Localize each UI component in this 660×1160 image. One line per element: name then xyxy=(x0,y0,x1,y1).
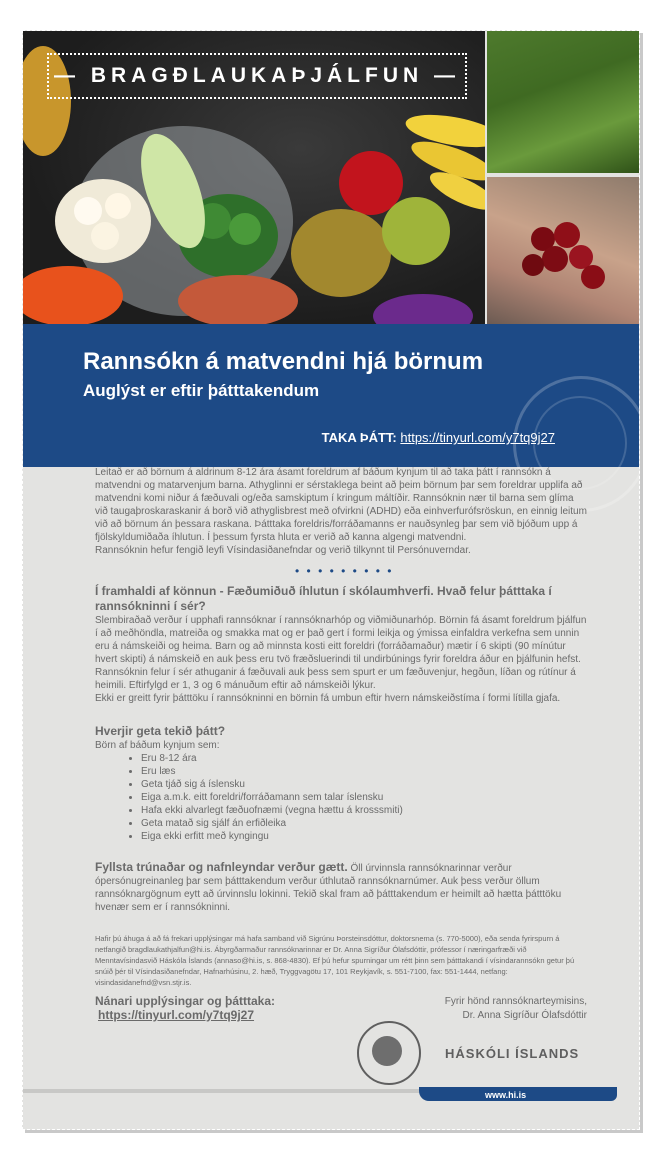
separator-dots: • • • • • • • • • xyxy=(295,564,394,578)
signature-block xyxy=(445,995,587,1023)
headline: Rannsókn á matvendni hjá börnum xyxy=(83,348,484,375)
website-link[interactable]: www.hi.is xyxy=(485,1090,527,1100)
section-eligibility xyxy=(95,724,587,843)
signature-line: Fyrir hönd rannsóknarteymisins, xyxy=(444,996,587,1007)
title-dash: — xyxy=(434,64,460,87)
list-item: • Geta tjáð sig á íslensku xyxy=(141,778,587,791)
section-eligibility-lead: Börn af báðum kynjum sem: xyxy=(95,740,220,751)
photo-divider xyxy=(485,173,639,177)
more-info-link[interactable]: https://tinyurl.com/y7tq9j27 xyxy=(98,1008,255,1022)
program-title xyxy=(54,64,460,88)
cherries-photo xyxy=(485,177,639,324)
signature-name: Dr. Anna Sigríður Ólafsdóttir xyxy=(462,1010,587,1021)
intro-paragraph: Leitað er að börnum á aldrinum 8-12 ára ásamt foreldrum af báðum kynjum til að taka þátt í rannsókn á matvendni og matarvenjum barna. Athyglinni er sérstaklega beint að þeim börnum þar sem foreldrar upplifa að matvendni komi niður á fæðuvali og/eða samskiptum í kringum máltíðir. Rannsóknin nær til barna sem glíma við taugaþroskaraskanir á borð við athyglisbrest með ofvirkni (ADHD) eða einhverfurófsröskun, en einnig leitum við að börnum án þessara raskana. Þátttaka foreldris/forráðamanns er nauðsynleg þar sem við bjóðum upp á fjölskyldumiðaða íhlutun. Í þessum fyrsta hluta er verið að kanna algengi matvendni. xyxy=(95,467,587,543)
eligibility-list xyxy=(95,752,587,843)
program-title-text: BRAGÐLAUKAÞJÁLFUN xyxy=(90,64,424,87)
title-dash: — xyxy=(53,64,80,87)
section-eligibility-title: Hverjir geta tekið þátt? xyxy=(95,724,226,738)
take-part-label: TAKA ÞÁTT: xyxy=(321,430,397,445)
take-part-link[interactable]: https://tinyurl.com/y7tq9j27 xyxy=(400,430,555,445)
list-item: • Geta matað sig sjálf án erfiðleika xyxy=(141,817,587,830)
flyer-card xyxy=(22,30,640,1130)
confidentiality-lead: Fyllsta trúnaðar og nafnleyndar verður gætt. xyxy=(95,860,348,874)
section-participation xyxy=(95,584,587,705)
subheadline: Auglýst er eftir þátttakendum xyxy=(83,381,320,400)
cherries-illustration xyxy=(485,177,639,324)
university-name: HÁSKÓLI ÍSLANDS xyxy=(445,1046,580,1061)
confidentiality-body: Öll úrvinnsla rannsóknarinnar verður ópersónugreinanleg þar sem þátttakendum verður úthlutað rannsóknarnúmer. Auk þess verður öllum rannsóknargögnum eytt að úrvinnslu lokinni. Tekið skal fram að þátttakendum er heimilt að hætta þátttöku hvenær sem er í rannsókninni. xyxy=(95,863,562,913)
list-item: • Eru 8-12 ára xyxy=(141,752,587,765)
section-participation-title: Í framhaldi af könnun - Fæðumiðuð íhlutun í skólaumhverfi. Hvað felur þátttaka í rannsókninni í sér? xyxy=(95,584,552,613)
take-part-cta xyxy=(322,430,555,445)
section-confidentiality xyxy=(95,861,587,914)
contact-fine-print: Hafir þú áhuga á að fá frekari upplýsingar má hafa samband við Sigrúnu Þorsteinsdóttur, doktorsnema (s. 770-5000), eða senda fyrirspurn á netfangið bragdlaukathjalfun@hi.is. Ábyrgðarmaður rannsóknarinnar er Dr. Anna Sigríður Ólafsdóttir, prófessor í næringarfræði við Menntavísindasvið Háskóla Íslands (annaso@hi.is, s. 868-4830). Ef þú hefur spurningar um rétt þinn sem þátttakandi í vísindarannsókn getur þú snúið þér til Vísindasiðanefndar, Hafnarhúsinu, 2. hæð, Tryggvagötu 17, 101 Reykjavík, s. 551-7100, fax: 551-1444, netfang: visindasidanefnd@vsn.stjr.is. xyxy=(95,934,575,987)
intro-section xyxy=(95,466,587,557)
section-participation-body: Slembiraðað verður í upphafi rannsóknar í rannsóknarhóp og viðmiðunarhóp. Börnin fá ásamt foreldrum þjálfun í að meðhöndla, matreiða og smakka mat og er það gert í formi leikja og ýmissa einfaldra verkefna sem unnin eru á námskeiði og heima. Barn og að minnsta kosti eitt foreldri (forráðamaður) mætir í 6 skipti (90 mínútur hvert skipti) á námskeið en auk þess eru tvö fræðsluerindi til undirbúnings fyrir foreldra áður en þjálfunin hefst. Rannsóknin felur í sér athuganir á fæðuvali auk þess sem spurt er um fæðuvenjur, hegðun, líðan og rútínur á heimili. Eftirfylgd er 1, 3 og 6 mánuðum eftir að námskeiði lýkur. xyxy=(95,615,587,691)
list-item: • Eru læs xyxy=(141,765,587,778)
leaves-photo xyxy=(485,31,639,173)
section-participation-reward: Ekki er greitt fyrir þátttöku í rannsókninni en börnin fá umbun eftir hvern námskeiðstíma í formi lítilla gjafa. xyxy=(95,693,561,704)
list-item: • Eiga ekki erfitt með kyngingu xyxy=(141,830,587,843)
list-item: • Eiga a.m.k. eitt foreldri/forráðamann sem talar íslensku xyxy=(141,791,587,804)
list-item: • Hafa ekki alvarlegt fæðuofnæmi (vegna hættu á krosssmiti) xyxy=(141,804,587,817)
seal-emblem xyxy=(372,1036,402,1066)
intro-approval: Rannsóknin hefur fengið leyfi Vísindasiðanefndar og verið tilkynnt til Persónuverndar. xyxy=(95,545,471,556)
hero-photo-collage xyxy=(23,31,639,324)
headline-banner xyxy=(23,324,639,467)
program-title-box xyxy=(47,53,467,99)
footer-rule xyxy=(23,1089,423,1093)
more-info-label: Nánari upplýsingar og þátttaka: xyxy=(95,994,276,1008)
photo-divider xyxy=(485,31,487,324)
